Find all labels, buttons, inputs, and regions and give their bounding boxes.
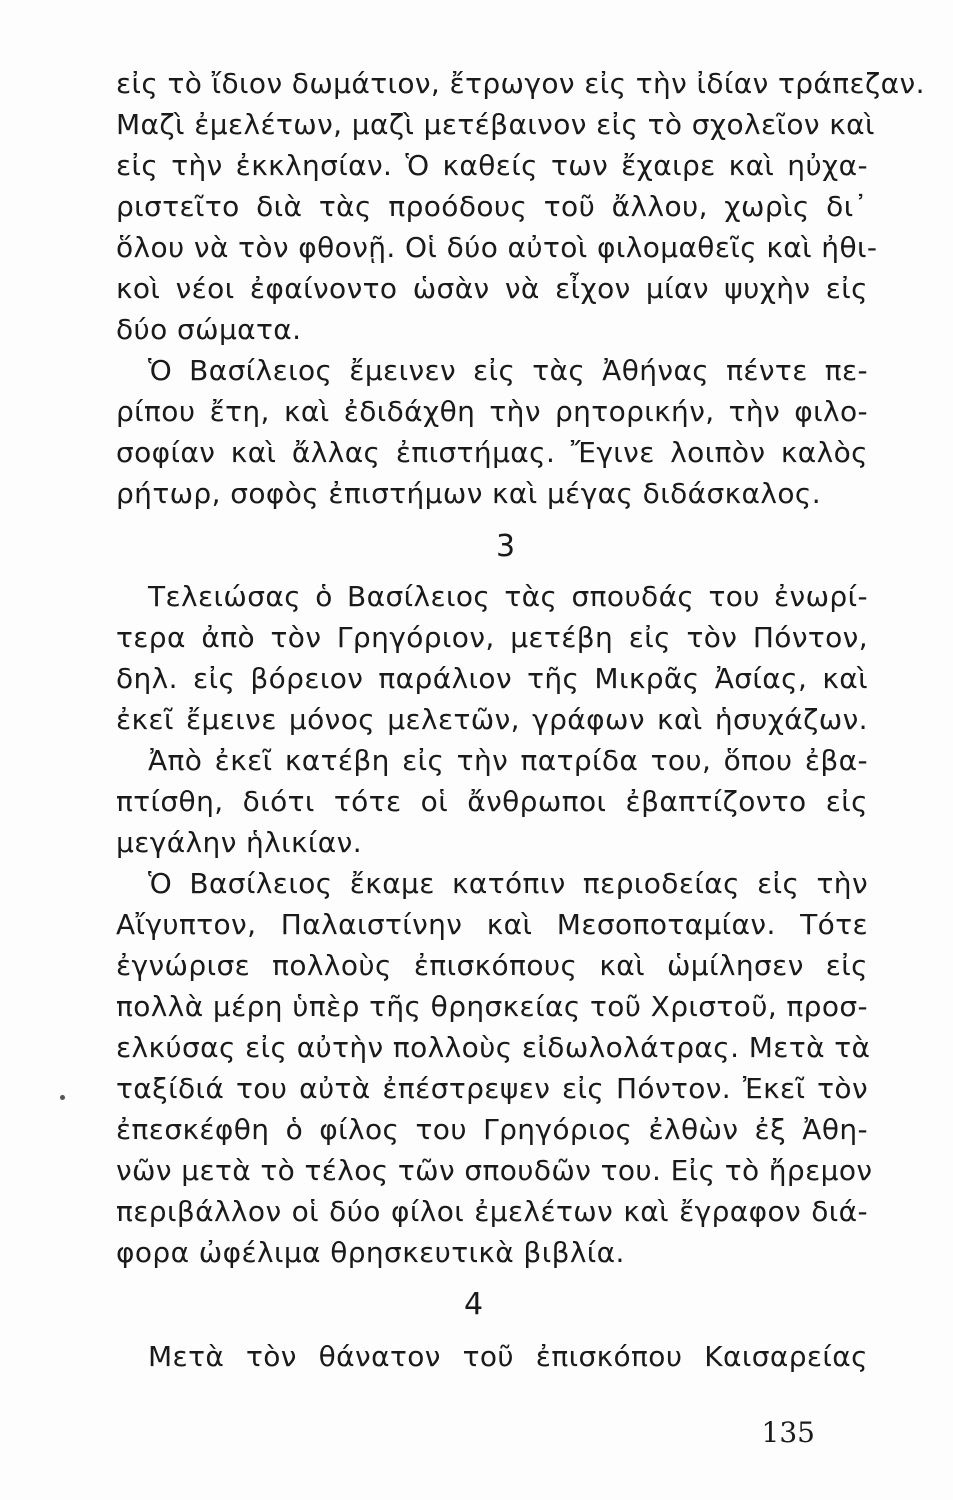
text-line: δύο σώματα.: [116, 313, 302, 346]
text-line: Μετὰ τὸν θάνατον τοῦ ἐπισκόπου Καισαρείας: [148, 1340, 868, 1373]
text-line: ρίπου ἔτη, καὶ ἐδιδάχθη τὴν ρητορικήν, τὴν φιλο-: [116, 395, 868, 428]
text-line: δηλ. εἰς βόρειον παράλιον τῆς Μικρᾶς Ἀσίας, καὶ: [116, 662, 868, 695]
text-line: πολλὰ μέρη ὑπὲρ τῆς θρησκείας τοῦ Χριστοῦ, προσ-: [116, 990, 869, 1023]
text-line: ἐγνώρισε πολλοὺς ἐπισκόπους καὶ ὡμίλησεν εἰς: [116, 949, 868, 982]
text-line: τερα ἀπὸ τὸν Γρηγόριον, μετέβη εἰς τὸν Πόντον,: [116, 621, 868, 654]
text-line: ἐπεσκέφθη ὁ φίλος του Γρηγόριος ἐλθὼν ἐξ Ἀθη-: [116, 1113, 868, 1146]
text-line: πτίσθη, διότι τότε οἱ ἄνθρωποι ἐβαπτίζοντο εἰς: [116, 785, 868, 818]
text-line: Μαζὶ ἐμελέτων, μαζὶ μετέβαινον εἰς τὸ σχολεῖον καὶ: [116, 108, 875, 141]
text-line: ἐκεῖ ἔμεινε μόνος μελετῶν, γράφων καὶ ἡσυχάζων.: [116, 703, 868, 736]
text-line: Ἀπὸ ἐκεῖ κατέβη εἰς τὴν πατρίδα του, ὅπου ἐβα-: [148, 744, 868, 777]
text-line: Ὁ Βασίλειος ἔκαμε κατόπιν περιοδείας εἰς τὴν: [148, 867, 868, 900]
text-line: ὅλου νὰ τὸν φθονῇ. Οἱ δύο αὐτοὶ φιλομαθεῖς καὶ ἠθι-: [116, 231, 878, 264]
text-line: εἰς τὸ ἴδιον δωμάτιον, ἔτρωγον εἰς τὴν ἰδίαν τράπεζαν.: [116, 67, 925, 100]
section-number-4: 4: [464, 1287, 484, 1322]
text-line: κοὶ νέοι ἐφαίνοντο ὡσὰν νὰ εἶχον μίαν ψυχὴν εἰς: [116, 272, 868, 305]
text-line: ριστεῖτο διὰ τὰς προόδους τοῦ ἄλλου, χωρὶς δι᾽: [116, 190, 868, 223]
text-line: φορα ὠφέλιμα θρησκευτικὰ βιβλία.: [116, 1236, 625, 1269]
text-line: μεγάλην ἡλικίαν.: [116, 826, 362, 859]
page-number: 135: [761, 1416, 815, 1449]
text-line: Αἴγυπτον, Παλαιστίνην καὶ Μεσοποταμίαν. Τότε: [116, 908, 868, 941]
text-line: περιβάλλον οἱ δύο φίλοι ἐμελέτων καὶ ἔγραφον διά-: [116, 1195, 868, 1228]
text-line: Ὁ Βασίλειος ἔμεινεν εἰς τὰς Ἀθήνας πέντε πε-: [148, 354, 868, 387]
text-line: εἰς τὴν ἐκκλησίαν. Ὁ καθείς των ἔχαιρε καὶ ηὐχα-: [116, 149, 868, 182]
text-line: νῶν μετὰ τὸ τέλος τῶν σπουδῶν του. Εἰς τὸ ἤρεμον: [116, 1154, 873, 1187]
text-line: Τελειώσας ὁ Βασίλειος τὰς σπουδάς του ἐνωρί-: [148, 580, 868, 613]
text-line: σοφίαν καὶ ἄλλας ἐπιστήμας. Ἔγινε λοιπὸν καλὸς: [116, 436, 868, 469]
text-line: ελκύσας εἰς αὐτὴν πολλοὺς εἰδωλολάτρας. Μετὰ τὰ: [116, 1031, 871, 1064]
ink-speck: [60, 1095, 65, 1100]
text-line: ρήτωρ, σοφὸς ἐπιστήμων καὶ μέγας διδάσκαλος.: [116, 477, 822, 510]
section-number-3: 3: [496, 529, 516, 564]
text-line: ταξίδιά του αὐτὰ ἐπέστρεψεν εἰς Πόντον. Ἐκεῖ τὸν: [116, 1072, 868, 1105]
